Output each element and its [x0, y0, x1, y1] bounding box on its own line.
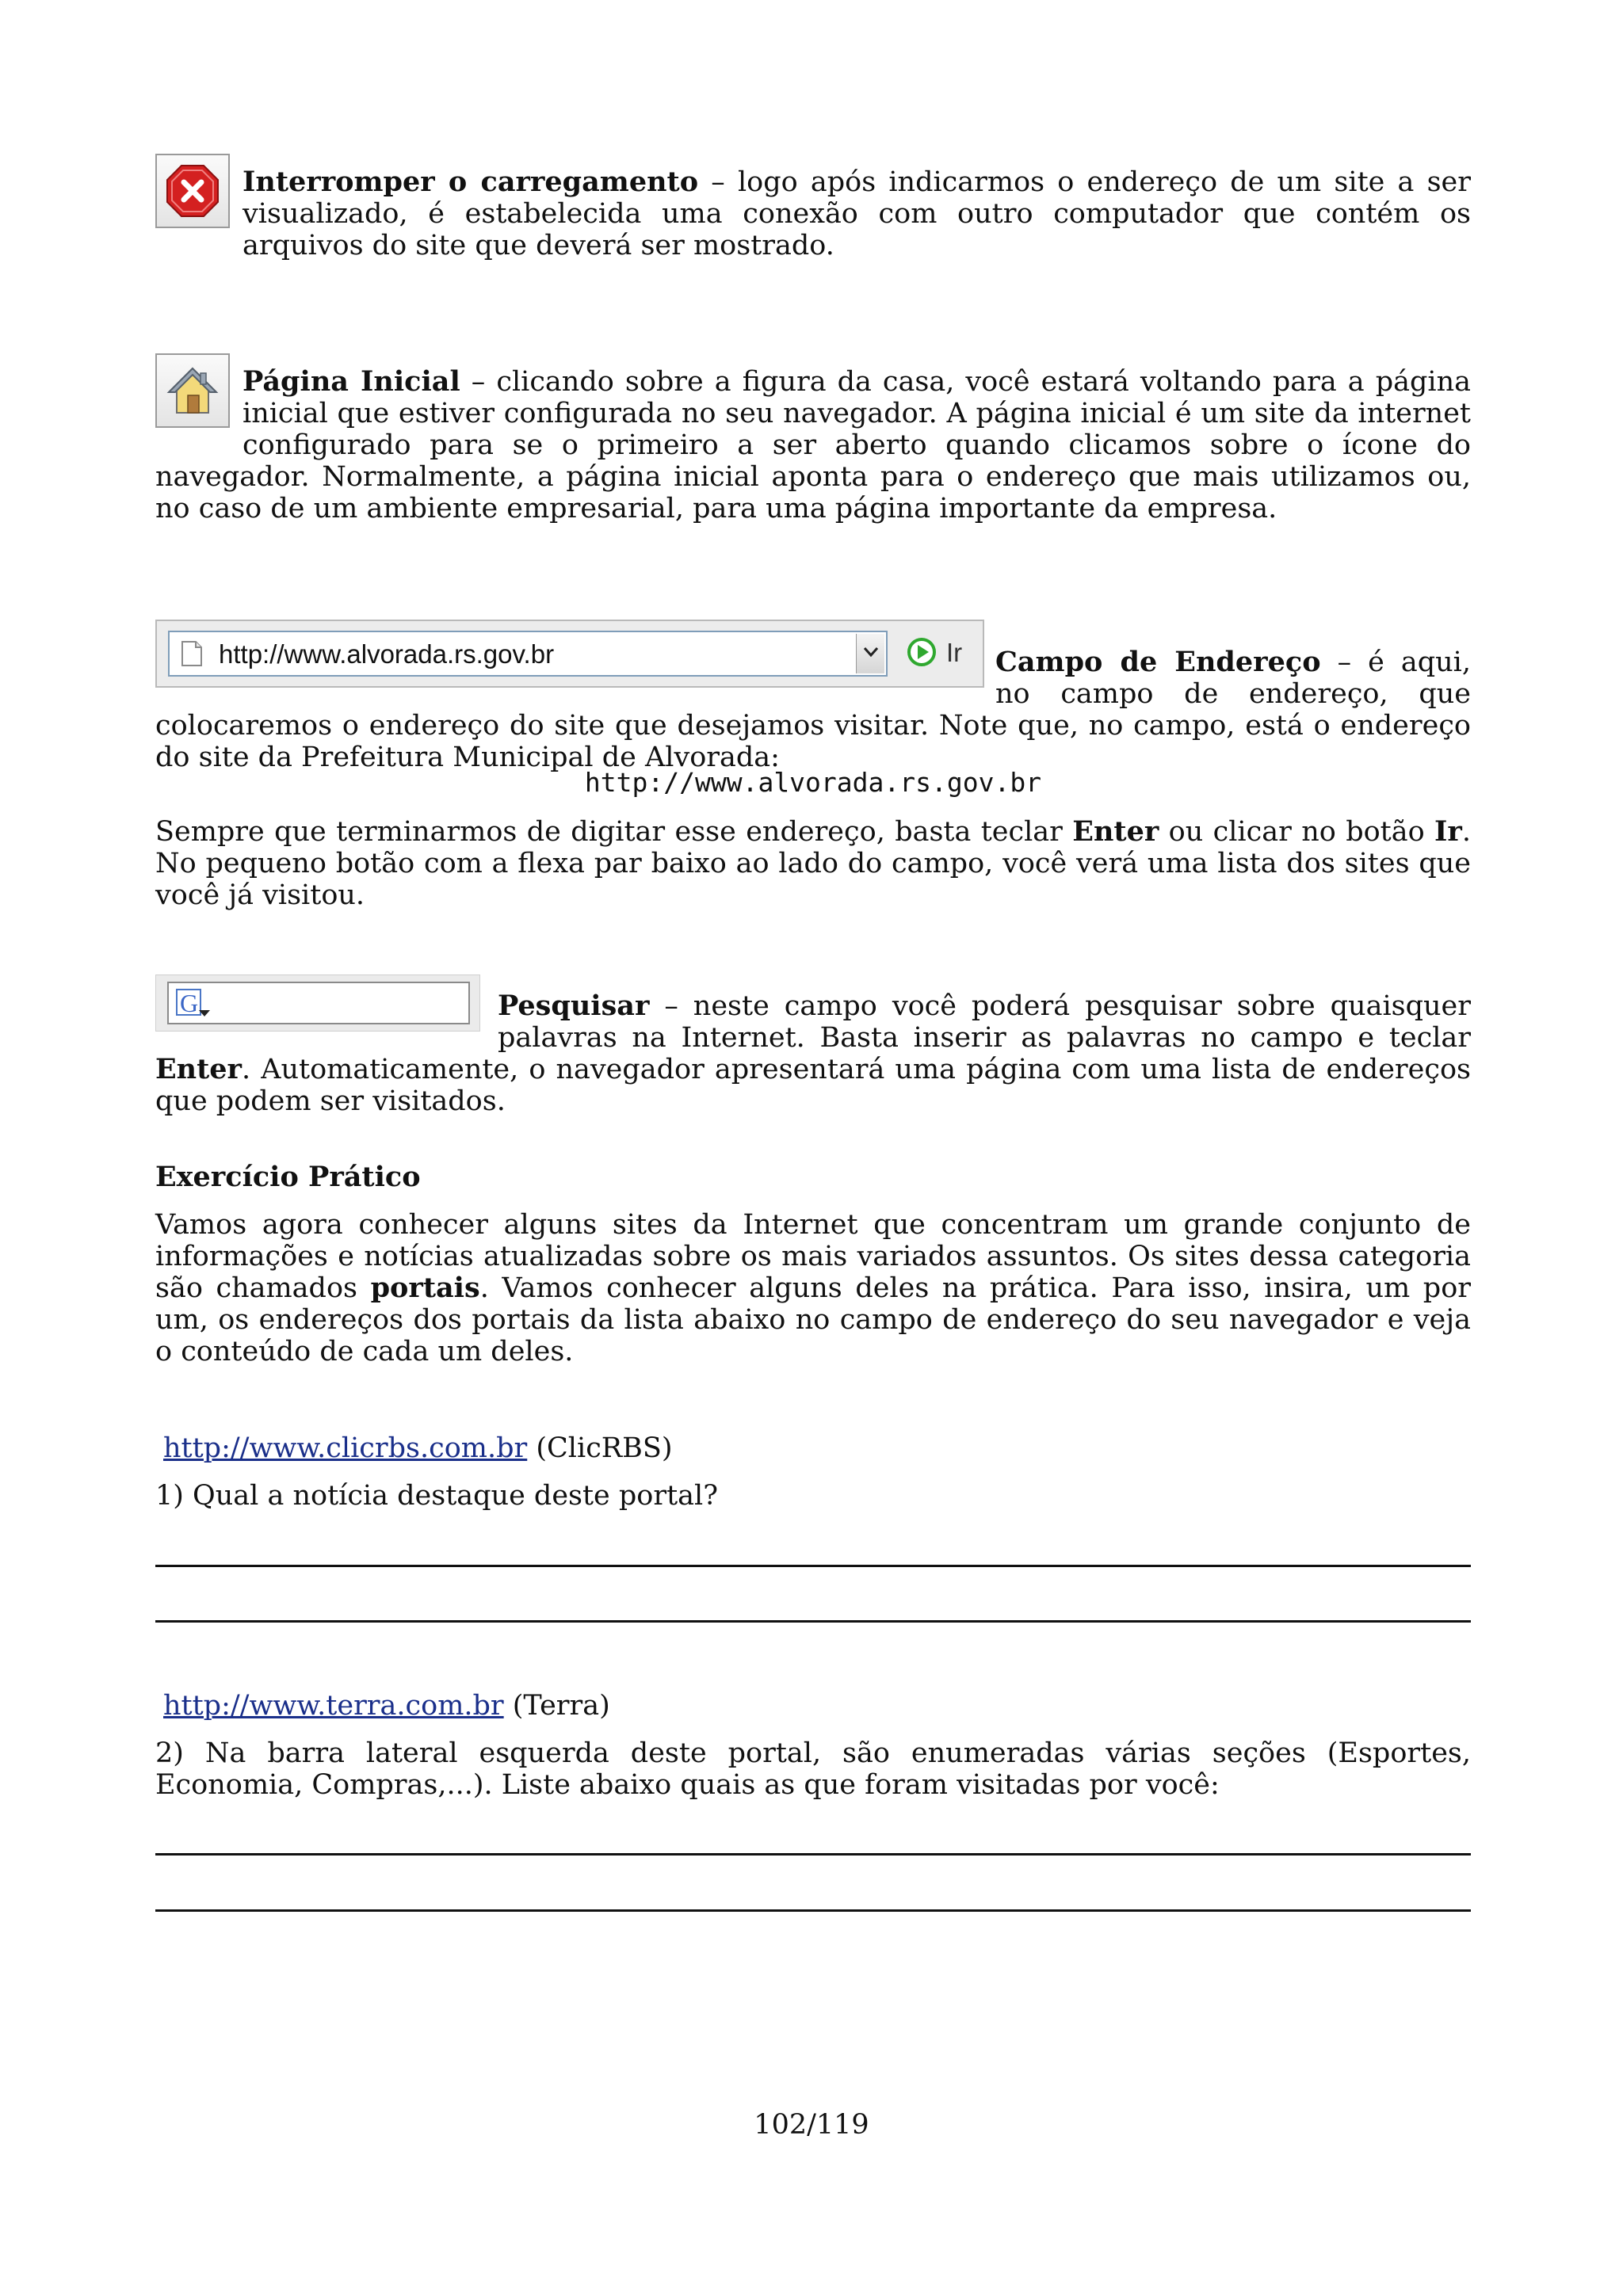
link-line-1	[155, 1432, 1471, 1464]
question-2-text: 2) Na barra lateral esquerda deste portal, são enumeradas várias seções (Esportes, Economia, Compras,...). Liste abaixo quais as que foram visitadas por você:	[155, 1737, 1471, 1801]
stop-button[interactable]	[155, 154, 230, 228]
answer-line[interactable]	[155, 1620, 1471, 1623]
question-2	[155, 1737, 1471, 1801]
search-text-b: . Automaticamente, o navegador apresentará uma página com uma lista de endereços que podem ser visitados.	[155, 1054, 1471, 1117]
question-1	[155, 1480, 1471, 1512]
exercise-heading	[155, 1161, 1471, 1193]
terra-name: (Terra)	[503, 1690, 610, 1722]
home-section	[155, 353, 1471, 524]
address-bar	[155, 620, 984, 688]
home-icon	[166, 364, 220, 418]
page-icon	[181, 640, 203, 667]
svg-text:G: G	[180, 989, 199, 1017]
search-box	[155, 974, 480, 1032]
go-arrow-icon	[907, 637, 937, 667]
address-input-value: http://www.alvorada.rs.gov.br	[219, 639, 555, 669]
address-example-url	[155, 767, 1471, 799]
home-text: – clicando sobre a figura da casa, você estará voltando para a página inicial que estiver configurada no seu navegador. A página inicial é um site da internet configurado para se o primeiro a ser aberto quando clicamos sobre o ícone do navegador. Normalmente, a página inicial aponta para o endereço que mais utilizamos ou, no caso de um ambiente empresarial, para uma página importante da empresa.	[155, 366, 1471, 524]
dropdown-arrow-icon	[863, 646, 879, 658]
answer-line[interactable]	[155, 1853, 1471, 1855]
exercise-paragraph	[155, 1209, 1471, 1367]
address-input[interactable]	[168, 631, 888, 677]
page-number: 102/119	[754, 2109, 869, 2141]
exercise-heading-text: Exercício Prático	[155, 1161, 421, 1193]
clicrbs-link[interactable]: http://www.clicrbs.com.br	[163, 1432, 528, 1464]
answer-line[interactable]	[155, 1909, 1471, 1912]
stop-text: – logo após indicarmos o endereço de um site a ser visualizado, é estabelecida uma conexão com outro computador que contém os arquivos do site que deverá ser mostrado.	[242, 166, 1471, 261]
address-text: – é aqui, no campo de endereço, que colocaremos o endereço do site que desejamos visitar. Note que, no campo, está o endereço do site da Prefeitura Municipal de Alvorada:	[155, 646, 1471, 773]
link-line-2	[155, 1690, 1471, 1722]
search-input[interactable]	[167, 982, 470, 1024]
search-enter: Enter	[155, 1053, 242, 1085]
p2-text-a: Sempre que terminarmos de digitar esse endereço, basta teclar	[155, 816, 1073, 848]
google-search-icon	[175, 988, 215, 1020]
p2-ir: Ir	[1434, 815, 1462, 848]
address-paragraph-2	[155, 816, 1471, 911]
exercise-text-a: Vamos agora conhecer alguns sites da Internet que concentram um grande conjunto de informações e notícias atualizadas sobre os mais variados assuntos. Os sites dessa categoria são chamados	[155, 1209, 1471, 1304]
stop-icon	[166, 164, 220, 218]
p2-enter: Enter	[1072, 815, 1159, 848]
go-button[interactable]	[907, 632, 978, 675]
address-section	[155, 620, 1471, 773]
p2-text-b: ou clicar no botão	[1159, 816, 1435, 848]
answer-line[interactable]	[155, 1565, 1471, 1567]
home-button[interactable]	[155, 353, 230, 428]
exercise-text-b: . Vamos conhecer alguns deles na prática. Para isso, insira, um por um, os endereços dos portais da lista abaixo no campo de endereço do seu navegador e veja o conteúdo de cada um deles.	[155, 1272, 1471, 1367]
search-section	[155, 974, 1471, 1117]
search-text-a: – neste campo você poderá pesquisar sobre quaisquer palavras na Internet. Basta inserir as palavras no campo e teclar	[498, 990, 1471, 1054]
stop-title: Interromper o carregamento	[242, 166, 699, 198]
terra-link[interactable]: http://www.terra.com.br	[163, 1690, 504, 1722]
address-title: Campo de Endereço	[995, 646, 1321, 678]
home-title: Página Inicial	[242, 365, 460, 398]
stop-section	[155, 154, 1471, 261]
question-1-text: 1) Qual a notícia destaque deste portal?	[155, 1480, 718, 1512]
go-label: Ir	[946, 638, 963, 667]
p2-text-c: . No pequeno botão com a flexa par baixo ao lado do campo, você verá uma lista dos sites que você já visitou.	[155, 816, 1471, 911]
search-title: Pesquisar	[498, 990, 650, 1022]
exercise-bold: portais	[370, 1272, 480, 1304]
address-dropdown-button[interactable]	[856, 634, 884, 673]
clicrbs-name: (ClicRBS)	[527, 1432, 673, 1464]
example-url: http://www.alvorada.rs.gov.br	[584, 767, 1042, 798]
